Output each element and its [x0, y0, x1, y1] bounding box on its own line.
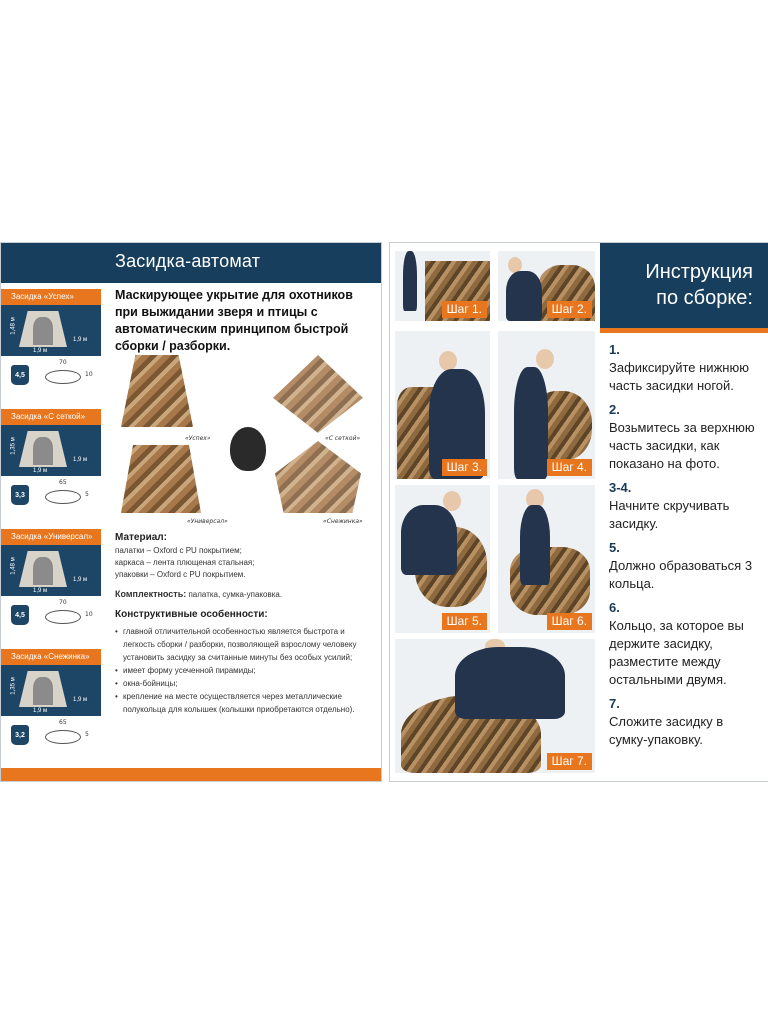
product-header	[1, 243, 381, 283]
step-number: 5.	[609, 540, 620, 555]
tent-icon	[19, 671, 67, 707]
model-label: Засидка «Успех»	[1, 289, 101, 305]
product-title: Засидка-автомат	[115, 251, 261, 271]
pack-info	[1, 476, 101, 514]
pack-info	[1, 716, 101, 754]
complect-label: Комплектность:	[115, 589, 187, 599]
bag-height: 10	[85, 611, 93, 618]
step-text: Возьмитесь за верхнюю часть засидки, как показано на фото.	[609, 420, 755, 471]
step-photo-2	[498, 251, 595, 321]
step-text: Кольцо, за которое вы держите засидку, разместите между остальными двумя.	[609, 618, 744, 687]
product-sheet	[0, 242, 382, 782]
list-item: • крепление на месте осуществляется через металлические полукольца для колышек (колышки приобретаются отдельно).	[115, 690, 371, 716]
complect-row	[115, 588, 282, 601]
tent-icon	[19, 431, 67, 467]
step-photo-5	[395, 485, 490, 633]
model-diagram	[1, 425, 101, 476]
tent-icon	[19, 311, 67, 347]
step-text: Зафиксируйте нижнюю часть засидки ногой.	[609, 360, 749, 393]
step-number: 2.	[609, 402, 620, 417]
pack-info	[1, 356, 101, 394]
bag-width: 65	[59, 479, 67, 486]
material-line: палатки – Oxford с PU покрытием;	[115, 546, 242, 555]
features-list	[115, 625, 371, 716]
step-photo-1	[395, 251, 490, 321]
bag-width: 65	[59, 719, 67, 726]
product-photos	[115, 353, 371, 528]
list-item: • окна-бойницы;	[115, 677, 371, 690]
models-sidebar	[1, 283, 101, 773]
step-badge: Шаг 6.	[547, 613, 592, 630]
model-diagram	[1, 665, 101, 716]
step-photo-4	[498, 331, 595, 479]
steps-list	[609, 335, 759, 749]
weight-icon: 4,5	[11, 365, 29, 385]
step-badge: Шаг 2.	[547, 301, 592, 318]
tent-photo-uspeh	[121, 355, 193, 427]
width-dim: 1,9 м	[33, 348, 48, 354]
width-dim: 1,9 м	[33, 588, 48, 594]
step-text: Начните скручивать засидку.	[609, 498, 730, 531]
step-number: 7.	[609, 696, 620, 711]
tent-photo-universal	[121, 445, 201, 513]
caption-s-setkoy: «С сеткой»	[325, 435, 361, 442]
height-dim: 1,48 м	[10, 317, 17, 335]
material-line: каркаса – лента плющеная стальная;	[115, 558, 255, 567]
width-dim: 1,9 м	[33, 468, 48, 474]
step-text: Должно образоваться 3 кольца.	[609, 558, 753, 591]
weight-icon: 4,5	[11, 605, 29, 625]
model-label: Засидка «Универсал»	[1, 529, 101, 545]
step-badge: Шаг 5.	[442, 613, 487, 630]
pack-info	[1, 596, 101, 634]
step-number: 1.	[609, 342, 620, 357]
complect-text: палатка, сумка-упаковка.	[186, 590, 283, 599]
step-photo-3	[395, 331, 490, 479]
depth-dim: 1,9 м	[73, 697, 88, 703]
caption-snezhinka: «Снежинка»	[323, 518, 363, 525]
bag-height: 5	[85, 491, 89, 498]
bag-icon	[45, 730, 81, 744]
caption-universal: «Универсал»	[187, 518, 228, 525]
bag-height: 5	[85, 731, 89, 738]
instruction-header	[600, 243, 768, 328]
weight-icon: 3,3	[11, 485, 29, 505]
height-dim: 1,48 м	[10, 557, 17, 575]
caption-uspeh: «Успех»	[185, 435, 211, 442]
weight-icon: 3,2	[11, 725, 29, 745]
bag-icon	[45, 370, 81, 384]
bottom-accent-bar	[1, 768, 381, 781]
height-dim: 1,35 м	[10, 677, 17, 695]
model-diagram	[1, 545, 101, 596]
bag-width: 70	[59, 599, 67, 606]
depth-dim: 1,9 м	[73, 337, 88, 343]
tent-photo-s-setkoy	[273, 355, 363, 433]
step-badge: Шаг 4.	[547, 459, 592, 476]
list-item: • имеет форму усеченной пирамиды;	[115, 664, 371, 677]
step-number: 3-4.	[609, 480, 632, 495]
material-line: упаковки – Oxford с PU покрытием.	[115, 570, 246, 579]
model-diagram	[1, 305, 101, 356]
step-photo-6	[498, 485, 595, 633]
header-accent-bar	[600, 328, 768, 333]
product-intro: Маскирующее укрытие для охотников при выжидании зверя и птицы с автоматическим принципом быстрой сборки / разборки.	[115, 288, 353, 353]
step-text: Сложите засидку в сумку-упаковку.	[609, 714, 724, 747]
features-title: Конструктивные особенности:	[115, 609, 268, 620]
bag-icon	[45, 490, 81, 504]
model-label: Засидка «Снежинка»	[1, 649, 101, 665]
tent-icon	[19, 551, 67, 587]
step-number: 6.	[609, 600, 620, 615]
bag-icon	[45, 610, 81, 624]
step-badge: Шаг 3.	[442, 459, 487, 476]
bag-photo	[230, 427, 266, 471]
depth-dim: 1,9 м	[73, 457, 88, 463]
width-dim: 1,9 м	[33, 708, 48, 714]
bag-width: 70	[59, 359, 67, 366]
instruction-title: Инструкция по сборке:	[645, 261, 753, 309]
model-label: Засидка «С сеткой»	[1, 409, 101, 425]
step-badge: Шаг 1.	[442, 301, 487, 318]
bag-height: 10	[85, 371, 93, 378]
material-title: Материал:	[115, 532, 167, 543]
step-photo-7	[395, 639, 595, 773]
tent-photo-snezhinka	[275, 441, 361, 513]
instruction-sheet	[389, 242, 768, 782]
list-item: • главной отличительной особенностью является быстрота и легкость сборки / разборки, позволяющей взрослому человеку установить засидку за считанные минуты без особых усилий;	[115, 625, 371, 664]
height-dim: 1,35 м	[10, 437, 17, 455]
depth-dim: 1,9 м	[73, 577, 88, 583]
step-badge: Шаг 7.	[547, 753, 592, 770]
